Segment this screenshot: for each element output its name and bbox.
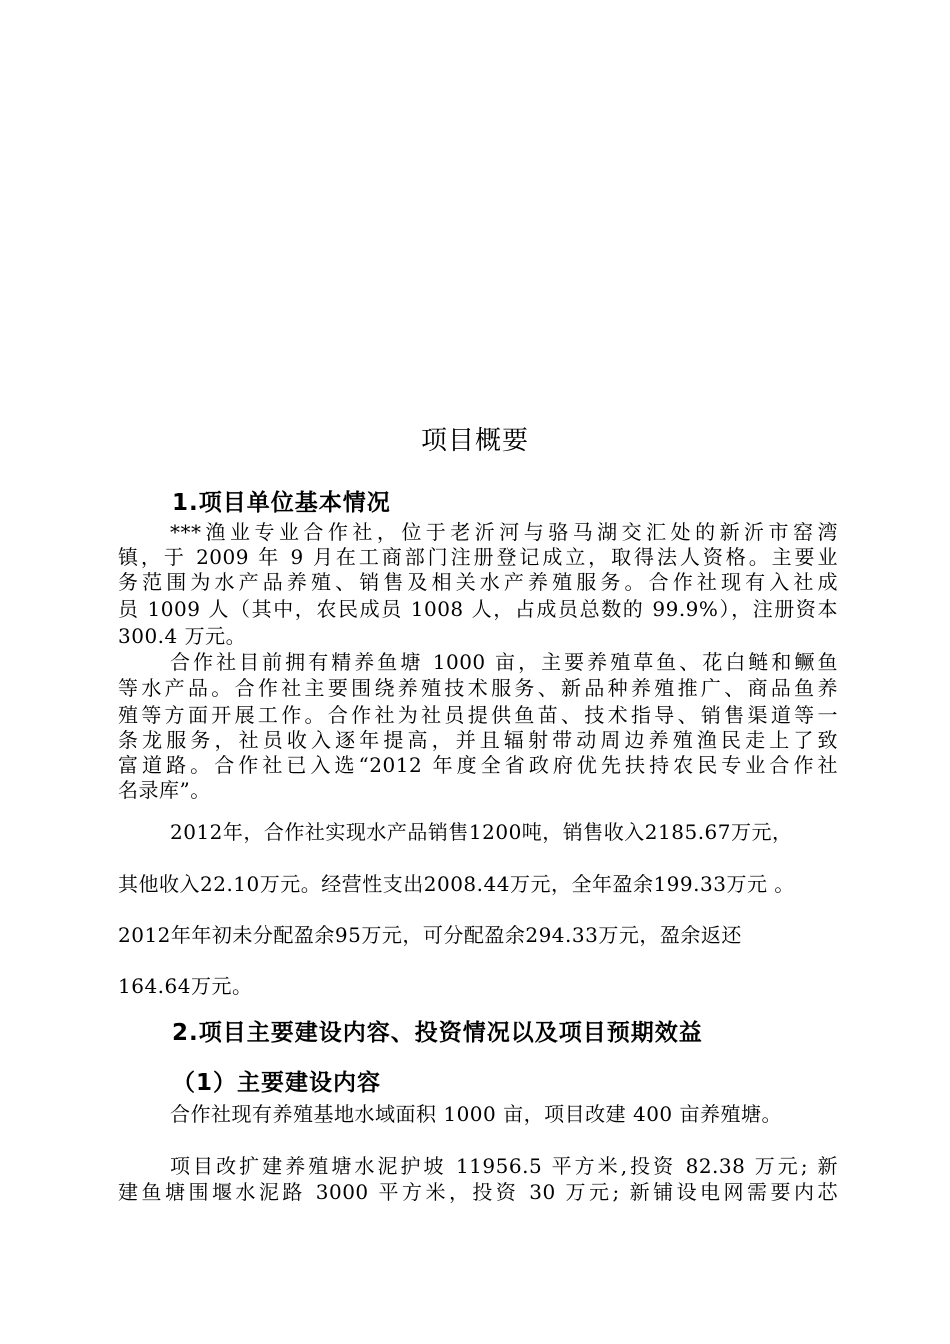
section1-para1-line: 300.4 万元。 [118, 624, 247, 648]
section1-heading: 1.项目单位基本情况 [172, 490, 391, 516]
section2-sub1-para1: 合作社现有养殖基地水域面积 1000 亩，项目改建 400 亩养殖塘。 [170, 1102, 783, 1126]
section2-sub1-para2-line: 项目改扩建养殖塘水泥护坡 11956.5 平方米,投资 82.38 万元; 新 [170, 1154, 838, 1178]
section2-sub1-heading: （1）主要建设内容 [172, 1070, 382, 1096]
section1-para2-line: 等水产品。合作社主要围绕养殖技术服务、新品种养殖推广、商品鱼养 [118, 676, 838, 700]
section1-para1-line: ***渔业专业合作社，位于老沂河与骆马湖交汇处的新沂市窑湾 [170, 520, 838, 544]
section1-para1-line: 员 1009 人（其中，农民成员 1008 人，占成员总数的 99.9%），注册资本 [118, 597, 838, 621]
section1-para3-line: 其他收入22.10万元。经营性支出2008.44万元，全年盈余199.33万元 。 [118, 872, 795, 896]
document-title: 项目概要 [420, 426, 529, 456]
section1-para1-line: 镇，于 2009 年 9 月在工商部门注册登记成立，取得法人资格。主要业 [118, 545, 838, 569]
section1-para1-line: 务范围为水产品养殖、销售及相关水产养殖服务。合作社现有入社成 [118, 570, 838, 594]
section1-para2-line: 合作社目前拥有精养鱼塘 1000 亩，主要养殖草鱼、花白鲢和鳜鱼 [170, 650, 838, 674]
section1-para2-line: 富道路。合作社已入选“2012 年度全省政府优先扶持农民专业合作社 [118, 753, 838, 777]
section1-para3-line: 2012年，合作社实现水产品销售1200吨，销售收入2185.67万元， [170, 820, 793, 844]
section1-para3-line: 2012年年初未分配盈余95万元，可分配盈余294.33万元，盈余返还 [118, 923, 742, 947]
section1-para2-line: 名录库”。 [118, 778, 211, 802]
section1-para2-line: 条龙服务，社员收入逐年提高，并且辐射带动周边养殖渔民走上了致 [118, 728, 838, 752]
section1-para3-line: 164.64万元。 [118, 974, 253, 998]
section2-heading: 2.项目主要建设内容、投资情况以及项目预期效益 [172, 1020, 703, 1046]
section1-para2-line: 殖等方面开展工作。合作社为社员提供鱼苗、技术指导、销售渠道等一 [118, 703, 838, 727]
section2-sub1-para2-line: 建鱼塘围堰水泥路 3000 平方米，投资 30 万元; 新铺设电网需要内芯 [118, 1180, 838, 1204]
